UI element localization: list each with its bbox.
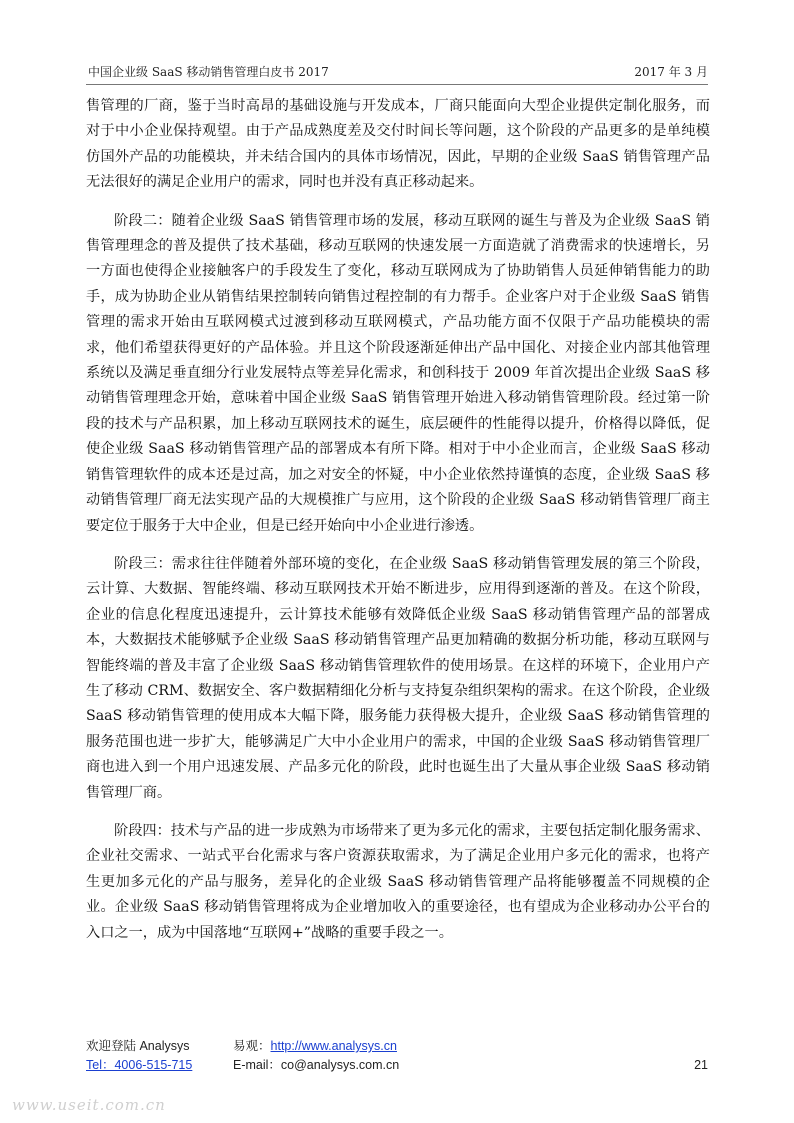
tel-link[interactable]: Tel：4006-515-715	[86, 1058, 193, 1072]
body-text	[86, 94, 710, 959]
welcome-text: 欢迎登陆 Analysys	[86, 1039, 190, 1053]
page-footer	[86, 1036, 708, 1076]
website-link[interactable]: http://www.analysys.cn	[270, 1039, 397, 1053]
paragraph-continuation: 售管理的厂商，鉴于当时高昂的基础设施与开发成本，厂商只能面向大型企业提供定制化服务，而对于中小企业保持观望。由于产品成熟度差及交付时间长等问题，这个阶段的产品更多的是单纯模仿国外产品的功能模块，并未结合国内的具体市场情况，因此，早期的企业级 SaaS 销售管理产品无法很好的满足企业用户的需求，同时也并没有真正移动起来。	[86, 98, 710, 191]
page-header	[86, 64, 708, 85]
paragraph-stage-two: 阶段二：随着企业级 SaaS 销售管理市场的发展，移动互联网的诞生与普及为企业级 SaaS 销售管理理念的普及提供了技术基础，移动互联网的快速发展一方面造就了消费需求的快速增长，另一方面也使得企业接触客户的手段发生了变化，移动互联网成为了协助销售人员延伸销售能力的助手，成为协助企业从销售结果控制转向销售过程控制的有力帮手。企业客户对于企业级 SaaS 销售管理的需求开始由互联网模式过渡到移动互联网模式，产品功能方面不仅限于产品功能模块的需求，他们希望获得更好的产品体验。并且这个阶段逐渐延伸出产品中国化、对接企业内部其他管理系统以及满足垂直细分行业发展特点等差异化需求，和创科技于 2009 年首次提出企业级 SaaS 移动销售管理理念开始，意味着中国企业级 SaaS 销售管理开始进入移动销售管理阶段。经过第一阶段的技术与产品积累，加上移动互联网技术的诞生，底层硬件的性能得以提升，价格得以降低，促使企业级 SaaS 移动销售管理产品的部署成本有所下降。相对于中小企业而言，企业级 SaaS 移动销售管理软件的成本还是过高，加之对安全的怀疑，中小企业依然持谨慎的态度，企业级 SaaS 移动销售管理厂商无法实现产品的大规模推广与应用，这个阶段的企业级 SaaS 移动销售管理厂商主要定位于服务于大中企业，但是已经开始向中小企业进行渗透。	[86, 212, 710, 534]
paragraph-stage-three: 阶段三：需求往往伴随着外部环境的变化，在企业级 SaaS 移动销售管理发展的第三个阶段，云计算、大数据、智能终端、移动互联网技术开始不断进步，应用得到逐渐的普及。在这个阶段，企业的信息化程度迅速提升，云计算技术能够有效降低企业级 SaaS 移动销售管理产品的部署成本，大数据技术能够赋予企业级 SaaS 移动销售管理产品更加精确的数据分析功能，移动互联网与智能终端的普及丰富了企业级 SaaS 移动销售管理软件的使用场景。在这样的环境下，企业用户产生了移动 CRM、数据安全、客户数据精细化分析与支持复杂组织架构的需求。在这个阶段，企业级 SaaS 移动销售管理的使用成本大幅下降，服务能力获得极大提升，企业级 SaaS 移动销售管理的服务范围也进一步扩大，能够满足广大中小企业用户的需求，中国的企业级 SaaS 移动销售管理厂商也进入到一个用户迅速发展、产品多元化的阶段，此时也诞生出了大量从事企业级 SaaS 移动销售管理厂商。	[86, 555, 710, 801]
email-text: E-mail：co@analysys.com.cn	[233, 1058, 400, 1072]
page-number: 21	[694, 1058, 708, 1072]
website-label: 易观：	[233, 1039, 271, 1053]
document-date: 2017 年 3 月	[634, 65, 708, 79]
watermark: www.useit.com.cn	[12, 1096, 166, 1114]
document-title: 中国企业级 SaaS 移动销售管理白皮书 2017	[88, 65, 329, 79]
website-line	[233, 1036, 397, 1056]
paragraph-stage-four: 阶段四：技术与产品的进一步成熟为市场带来了更为多元化的需求，主要包括定制化服务需求、企业社交需求、一站式平台化需求与客户资源获取需求，为了满足企业用户多元化的需求，也将产生更加多元化的产品与服务，差异化的企业级 SaaS 移动销售管理产品将能够覆盖不同规模的企业。企业级 SaaS 移动销售管理将成为企业增加收入的重要途径，也有望成为企业移动办公平台的入口之一，成为中国落地“互联网+”战略的重要手段之一。	[86, 822, 710, 941]
